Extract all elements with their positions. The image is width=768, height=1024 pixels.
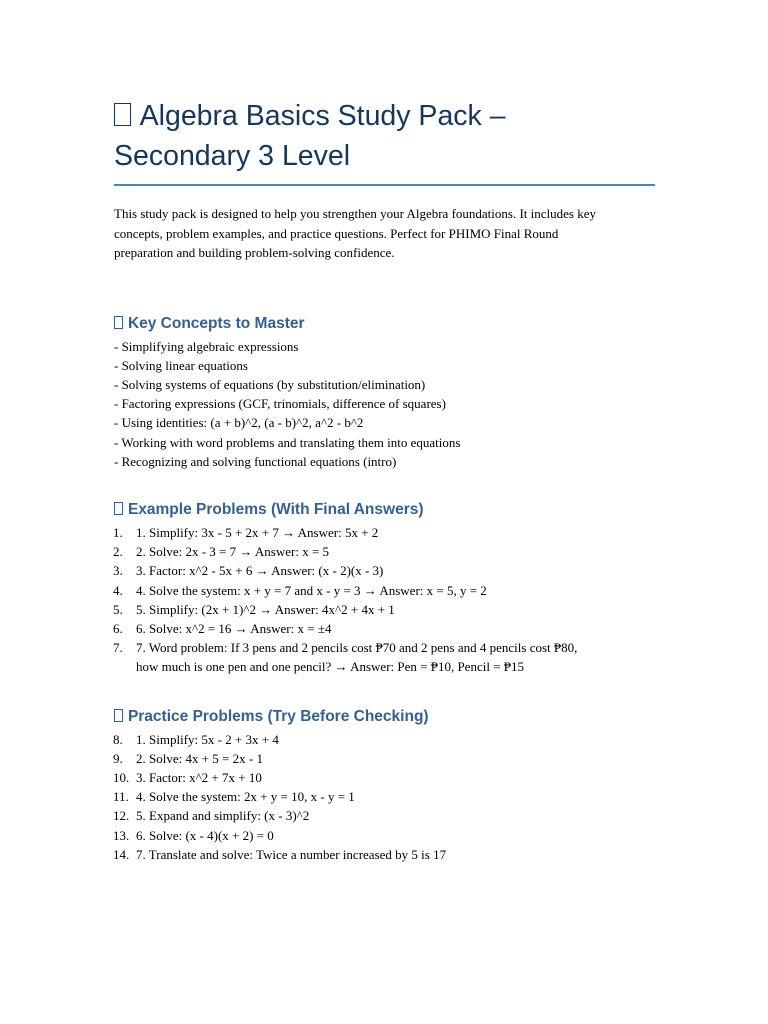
item-number: 13. bbox=[113, 827, 130, 843]
item-text: 7. Translate and solve: Twice a number increased by 5 is 17 bbox=[136, 846, 447, 862]
item-number: 1. bbox=[113, 524, 123, 540]
item-text: 2. Solve: 4x + 5 = 2x - 1 bbox=[136, 750, 263, 766]
item-text: 3. Factor: x^2 + 7x + 10 bbox=[136, 769, 262, 785]
list-item bbox=[114, 749, 655, 768]
practice-problems-heading bbox=[114, 706, 655, 728]
item-text: 5. Simplify: (2x + 1)^2 → Answer: 4x^2 + 4x + 1 bbox=[136, 601, 395, 617]
example-problems-list bbox=[114, 523, 655, 677]
list-item: - Working with word problems and translating them into equations bbox=[114, 434, 461, 450]
list-item bbox=[114, 581, 655, 600]
title-line-1 bbox=[114, 96, 655, 136]
list-item: - Simplifying algebraic expressions bbox=[114, 338, 299, 354]
list-item bbox=[114, 845, 655, 864]
item-number: 7. bbox=[113, 640, 123, 656]
item-number: 9. bbox=[113, 750, 123, 766]
key-concepts-list bbox=[114, 337, 655, 471]
document-page bbox=[114, 96, 655, 864]
list-item bbox=[114, 787, 655, 806]
intro-line: This study pack is designed to help you strengthen your Algebra foundations. It includes key bbox=[114, 206, 596, 221]
intro-line: concepts, problem examples, and practice questions. Perfect for PHIMO Final Round bbox=[114, 225, 559, 241]
list-item: - Using identities: (a + b)^2, (a - b)^2, a^2 - b^2 bbox=[114, 415, 364, 431]
list-item bbox=[114, 638, 655, 676]
item-number: 8. bbox=[113, 731, 123, 747]
title-line-2: Secondary 3 Level bbox=[114, 140, 351, 172]
missing-glyph-icon bbox=[114, 316, 123, 329]
item-number: 2. bbox=[113, 544, 123, 560]
item-text: 4. Solve the system: 2x + y = 10, x - y = 1 bbox=[136, 789, 355, 805]
list-item bbox=[114, 600, 655, 619]
list-item bbox=[114, 730, 655, 749]
item-text: 2. Solve: 2x - 3 = 7 → Answer: x = 5 bbox=[136, 544, 330, 560]
list-item: - Solving systems of equations (by substitution/elimination) bbox=[114, 376, 426, 392]
item-number: 3. bbox=[113, 563, 123, 579]
item-text: 1. Simplify: 5x - 2 + 3x + 4 bbox=[136, 731, 279, 747]
item-text: 6. Solve: x^2 = 16 → Answer: x = ±4 bbox=[136, 620, 332, 636]
list-item bbox=[114, 768, 655, 787]
example-problems-heading-text: Example Problems (With Final Answers) bbox=[127, 500, 424, 518]
item-number: 12. bbox=[113, 808, 130, 824]
item-text: 6. Solve: (x - 4)(x + 2) = 0 bbox=[136, 827, 274, 843]
missing-glyph-icon bbox=[114, 709, 123, 722]
list-item bbox=[114, 806, 655, 825]
item-number: 5. bbox=[113, 601, 123, 617]
list-item bbox=[114, 826, 655, 845]
item-text: 7. Word problem: If 3 pens and 2 pencils cost ₱70 and 2 pens and 4 pencils cost ₱80, bbox=[136, 640, 578, 656]
item-text: 1. Simplify: 3x - 5 + 2x + 7 → Answer: 5x + 2 bbox=[136, 524, 379, 540]
item-text-continued: how much is one pen and one pencil? → Answer: Pen = ₱10, Pencil = ₱15 bbox=[136, 659, 525, 675]
practice-problems-list bbox=[114, 730, 655, 864]
list-item bbox=[114, 561, 655, 580]
list-item bbox=[114, 523, 655, 542]
item-number: 4. bbox=[113, 582, 123, 598]
list-item: - Solving linear equations bbox=[114, 357, 248, 373]
intro-line: preparation and building problem-solving confidence. bbox=[114, 245, 395, 260]
item-text: 4. Solve the system: x + y = 7 and x - y = 3 → Answer: x = 5, y = 2 bbox=[136, 582, 487, 598]
practice-problems-heading-text: Practice Problems (Try Before Checking) bbox=[127, 707, 429, 725]
example-problems-heading bbox=[114, 499, 655, 521]
intro-paragraph bbox=[114, 204, 655, 263]
item-text: 3. Factor: x^2 - 5x + 6 → Answer: (x - 2)(x - 3) bbox=[136, 563, 384, 579]
item-number: 11. bbox=[113, 789, 129, 805]
item-number: 6. bbox=[113, 620, 123, 636]
list-item: - Recognizing and solving functional equations (intro) bbox=[114, 453, 397, 469]
page-title bbox=[114, 96, 655, 186]
list-item bbox=[114, 542, 655, 561]
missing-glyph-icon bbox=[114, 103, 131, 126]
item-text: 5. Expand and simplify: (x - 3)^2 bbox=[136, 808, 310, 824]
item-number: 14. bbox=[113, 846, 130, 862]
key-concepts-heading bbox=[114, 313, 655, 335]
item-number: 10. bbox=[113, 769, 130, 785]
list-item: - Factoring expressions (GCF, trinomials, difference of squares) bbox=[114, 396, 446, 412]
missing-glyph-icon bbox=[114, 502, 123, 515]
title-text-1: Algebra Basics Study Pack – bbox=[139, 100, 506, 132]
list-item bbox=[114, 619, 655, 638]
key-concepts-heading-text: Key Concepts to Master bbox=[127, 314, 305, 332]
